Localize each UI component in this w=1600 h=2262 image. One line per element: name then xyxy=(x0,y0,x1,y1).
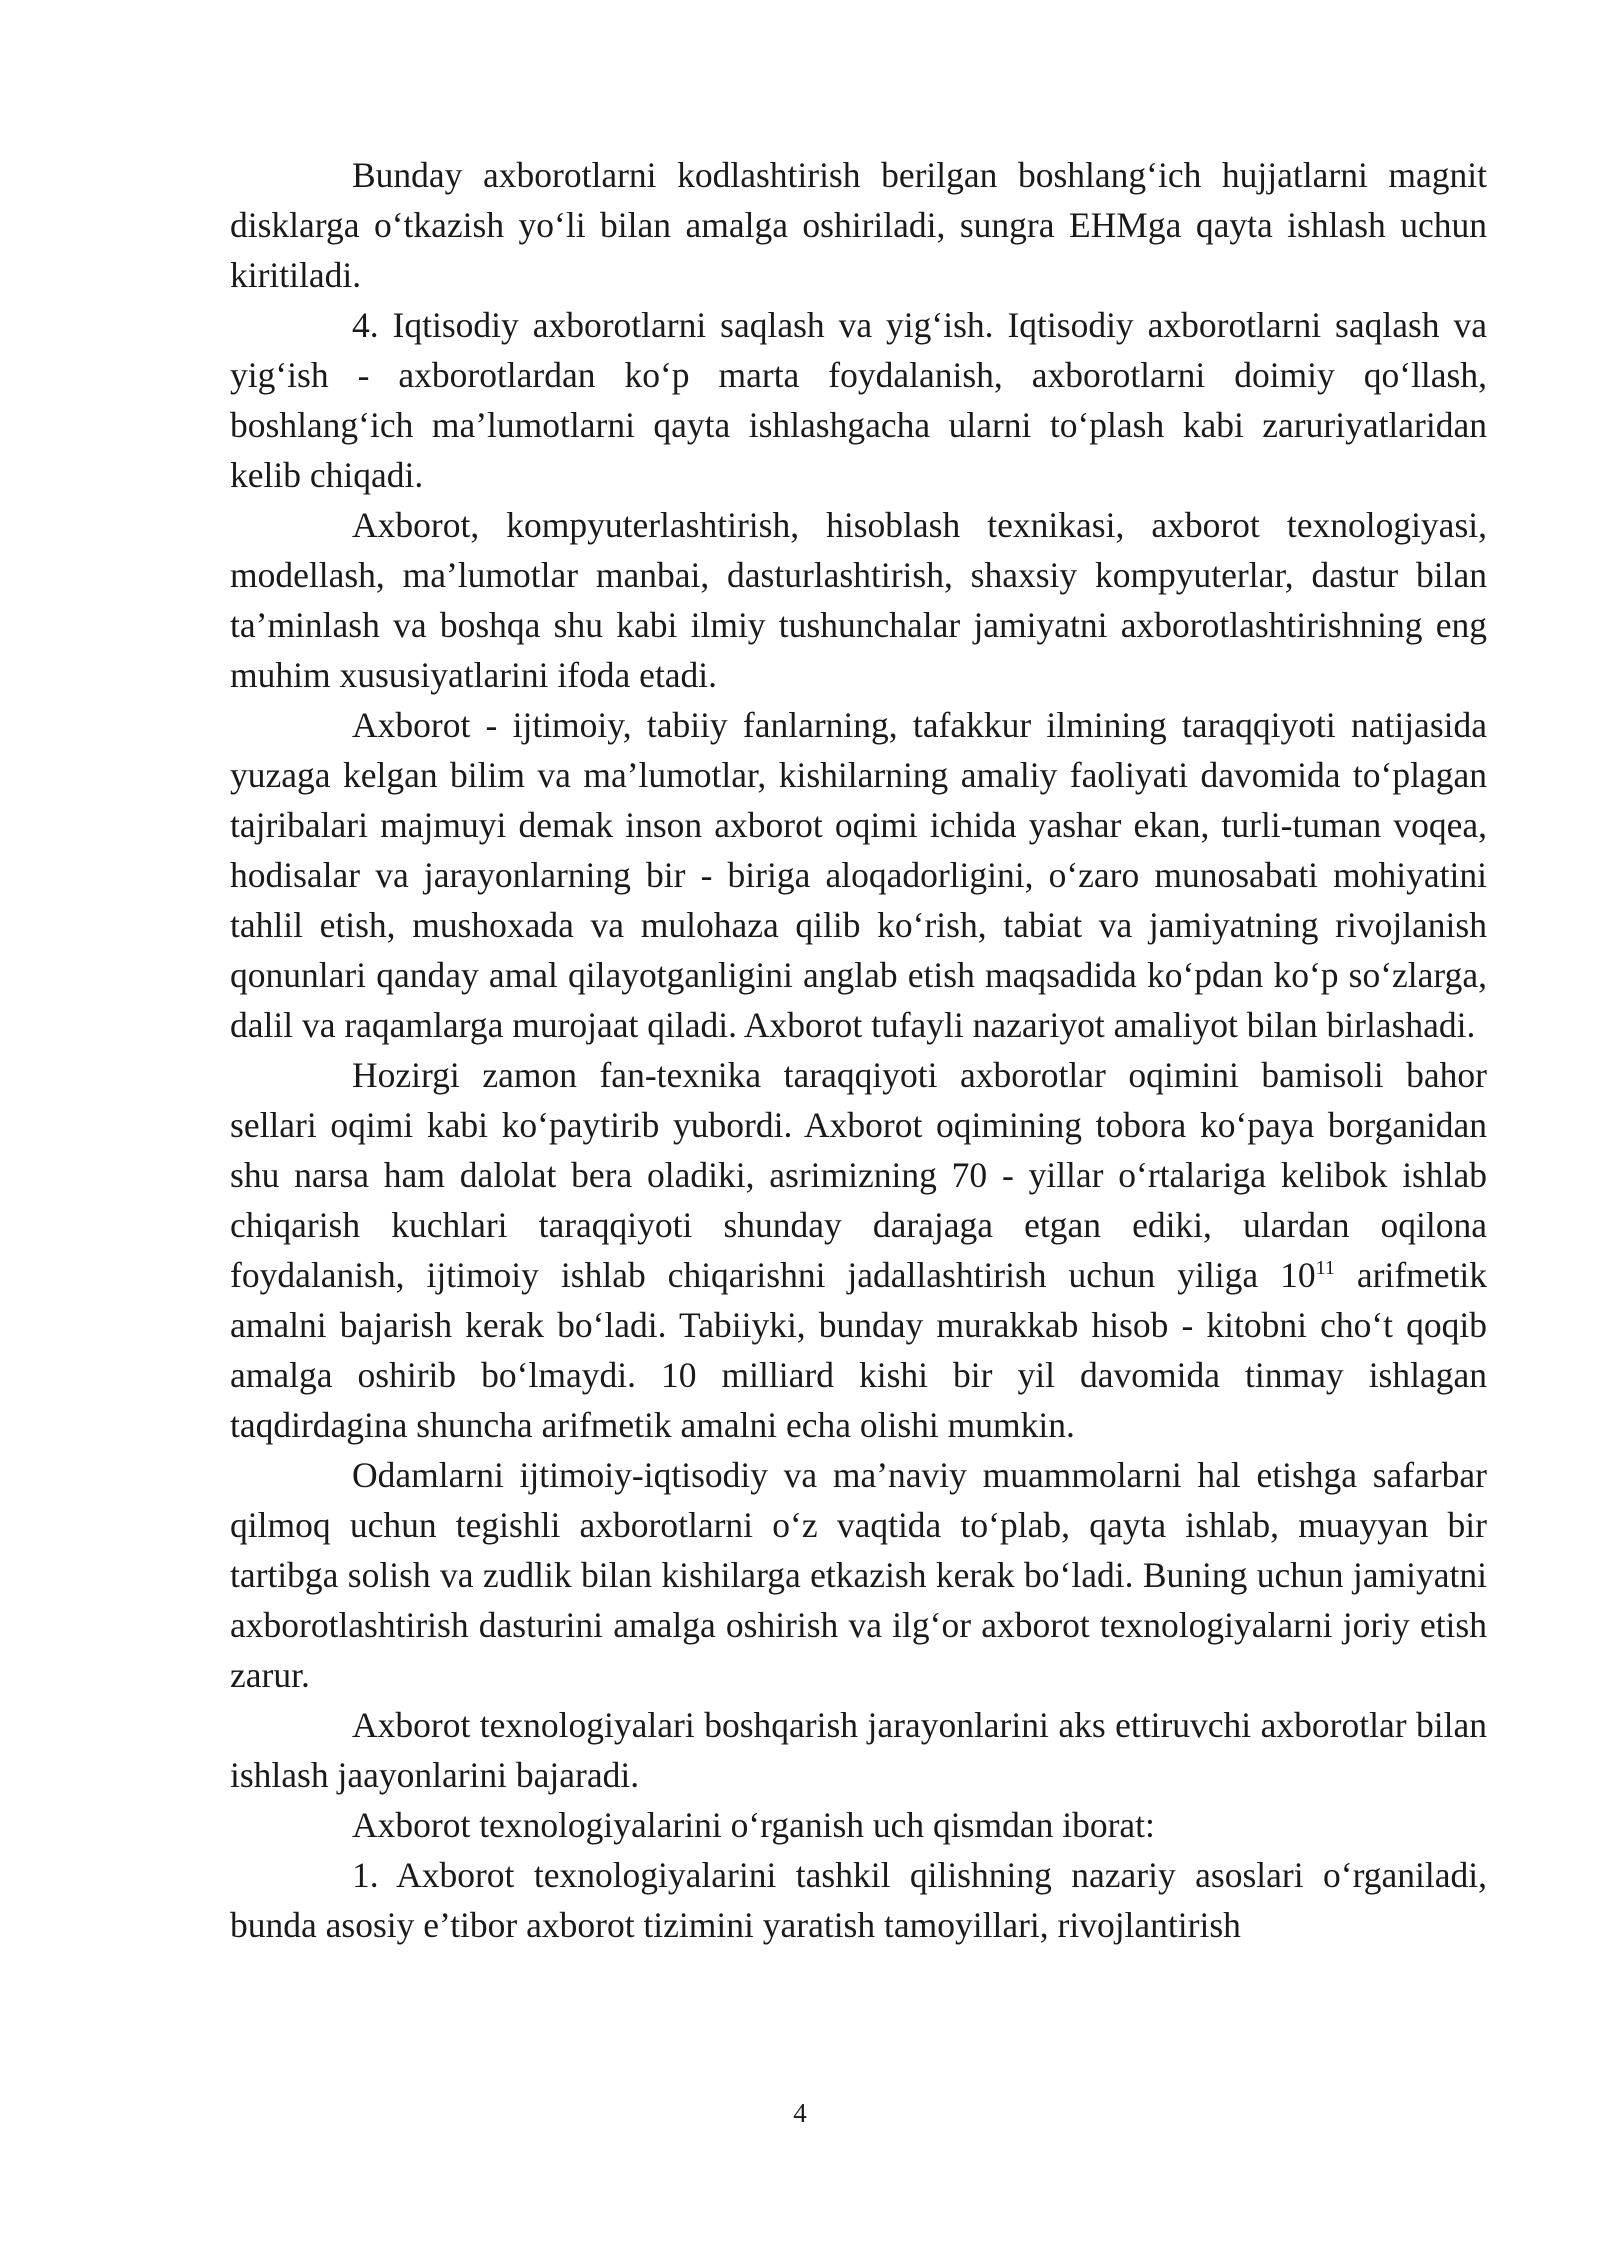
paragraph-5 xyxy=(230,1050,1487,1450)
paragraph-6: Odamlarni ijtimoiy-iqtisodiy va ma’naviy muammolarni hal etishga safarbar qilmoq uchun tegishli axborotlarni o‘z vaqtida to‘plab, qayta ishlab, muayyan bir tartibga solish va zudlik bilan kishilarga etkazish kerak bo‘ladi. Buning uchun jamiyatni axborotlashtirish dasturini amalga oshirish va ilg‘or axborot texnologiyalarni joriy etish zarur. xyxy=(230,1455,1487,1695)
paragraph-9: 1. Axborot texnologiyalarini tashkil qilishning nazariy asoslari o‘rganiladi, bunda asosiy e’tibor axborot tizimini yaratish tamoyillari, rivojlantirish xyxy=(230,1855,1487,1945)
paragraph-3: Axborot, kompyuterlashtirish, hisoblash texnikasi, axborot texnologiyasi, modellash, ma’lumotlar manbai, dasturlashtirish, shaxsiy kompyuterlar, dastur bilan ta’minlash va boshqa shu kabi ilmiy tushunchalar jamiyatni axborotlashtirishning eng muhim xususiyatlarini ifoda etadi. xyxy=(230,505,1487,695)
power-exponent: 11 xyxy=(1315,1257,1335,1280)
paragraph-5-text-before-power: Hozirgi zamon fan-texnika taraqqiyoti axborotlar oqimini bamisoli bahor sellari oqimi kabi ko‘paytirib yubordi. Axborot oqimining tobora ko‘paya borganidan shu narsa ham dalolat bera oladiki, asrimizning 70 - yillar o‘rtalariga kelibok ishlab chiqarish kuchlari taraqqiyoti shunday darajaga etgan ediki, ulardan oqilona foydalanish, ijtimoiy ishlab chiqarishni jadallashtirish uchun yiliga 10 xyxy=(230,1055,1487,1295)
paragraph-7: Axborot texnologiyalari boshqarish jarayonlarini aks ettiruvchi axborotlar bilan ishlash jaayonlarini bajaradi. xyxy=(230,1705,1487,1795)
page-number: 4 xyxy=(793,2098,807,2128)
paragraph-4: Axborot - ijtimoiy, tabiiy fanlarning, tafakkur ilmining taraqqiyoti natijasida yuzaga kelgan bilim va ma’lumotlar, kishilarning amaliy faoliyati davomida to‘plagan tajribalari majmuyi demak inson axborot oqimi ichida yashar ekan, turli-tuman voqea, hodisalar va jarayonlarning bir - biriga aloqadorligini, o‘zaro munosabati mohiyatini tahlil etish, mushoxada va mulohaza qilib ko‘rish, tabiat va jamiyatning rivojlanish qonunlari qanday amal qilayotganligini anglab etish maqsadida ko‘pdan ko‘p so‘zlarga, dalil va raqamlarga murojaat qiladi. Axborot tufayli nazariyot amaliyot bilan birlashadi. xyxy=(230,705,1487,1045)
document-body xyxy=(230,150,1487,1950)
paragraph-5-text-after-power: arifmetik amalni bajarish kerak bo‘ladi. Tabiiyki, bunday murakkab hisob - kitobni cho‘t qoqib amalga oshirib bo‘lmaydi. 10 milliard kishi bir yil davomida tinmay ishlagan taqdirdagina shuncha arifmetik amalni echa olishi mumkin. xyxy=(230,1255,1487,1445)
paragraph-2: 4. Iqtisodiy axborotlarni saqlash va yig‘ish. Iqtisodiy axborotlarni saqlash va yig‘ish - axborotlardan ko‘p marta foydalanish, axborotlarni doimiy qo‘llash, boshlang‘ich ma’lumotlarni qayta ishlashgacha ularni to‘plash kabi zaruriyatlaridan kelib chiqadi. xyxy=(230,305,1487,495)
paragraph-8: Axborot texnologiyalarini o‘rganish uch qismdan iborat: xyxy=(352,1805,1155,1845)
paragraph-1: Bunday axborotlarni kodlashtirish berilgan boshlang‘ich hujjatlarni magnit disklarga o‘tkazish yo‘li bilan amalga oshiriladi, sungra EHMga qayta ishlash uchun kiritiladi. xyxy=(230,155,1487,295)
